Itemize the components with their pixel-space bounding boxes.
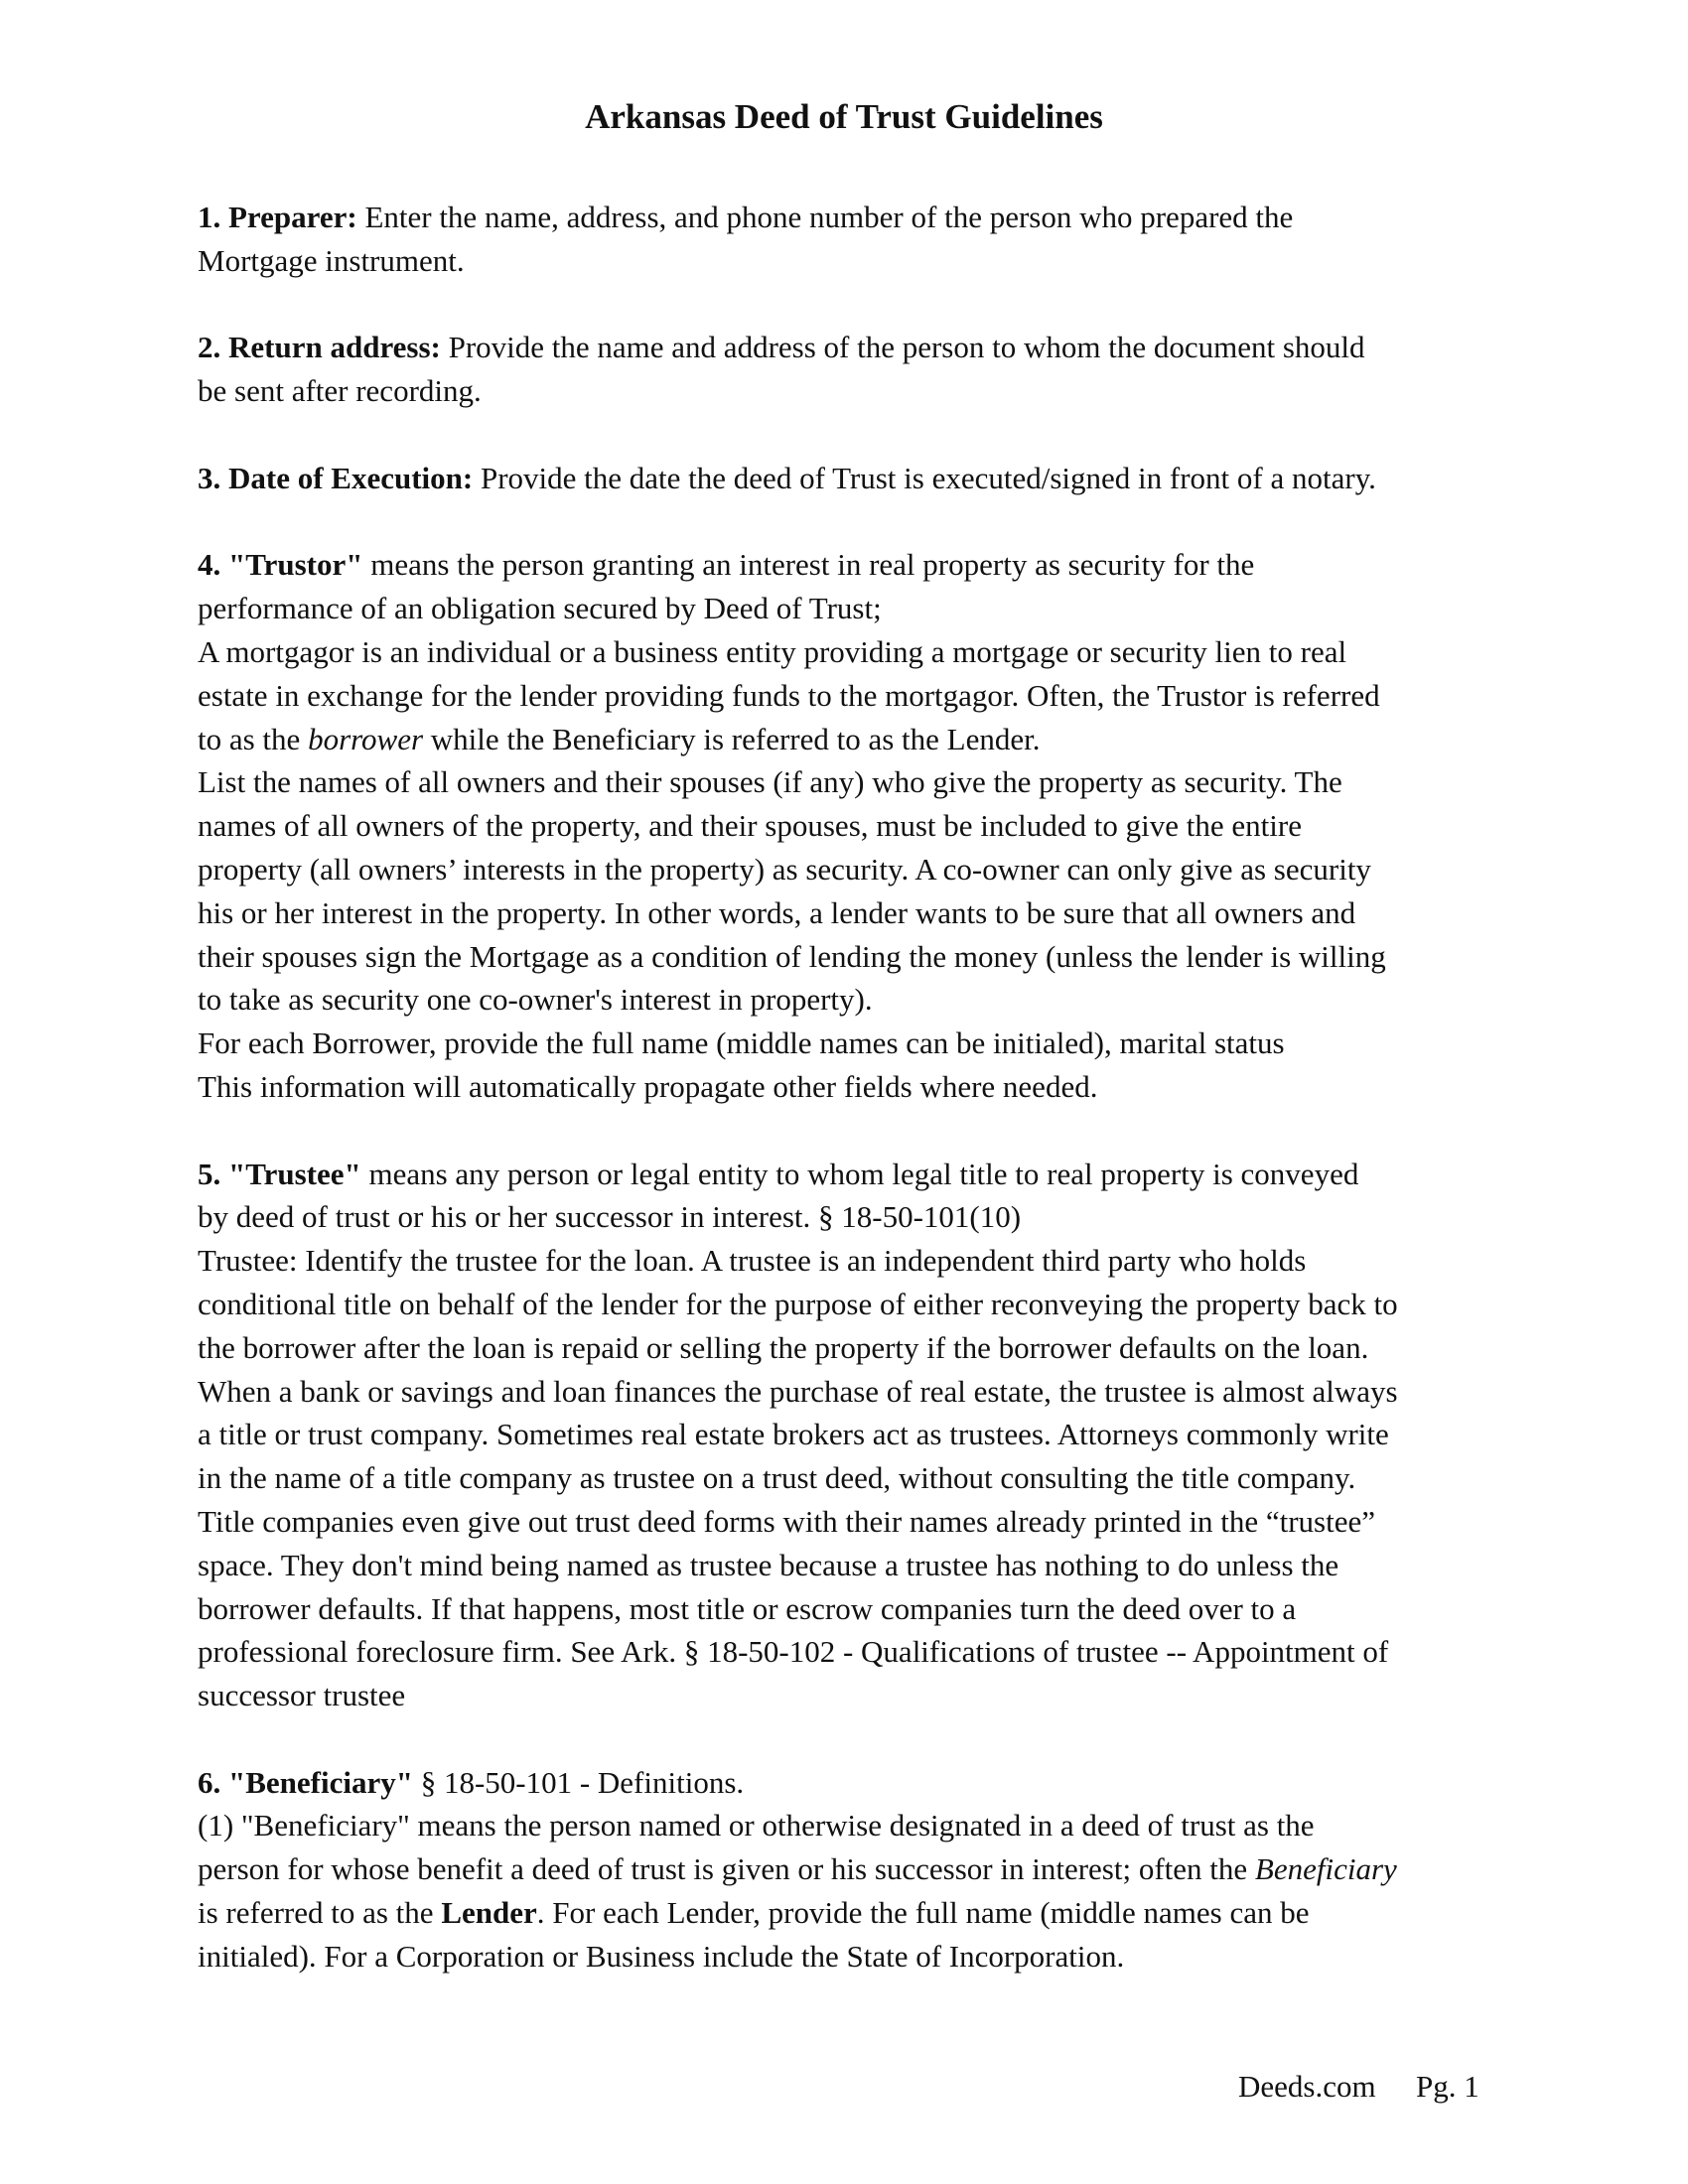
text-run: Mortgage instrument.	[198, 242, 465, 278]
text-line	[198, 1326, 1518, 1370]
text-run: a title or trust company. Sometimes real estate brokers act as trustees. Attorneys commonly write	[198, 1417, 1389, 1452]
text-line	[198, 630, 1518, 674]
text-run: the borrower after the loan is repaid or selling the property if the borrower defaults on the loan.	[198, 1329, 1369, 1365]
text-line	[198, 1761, 1518, 1805]
text-line	[198, 1022, 1518, 1065]
footer-site-name: Deeds.com	[1238, 2069, 1376, 2104]
text-run: means any person or legal entity to whom legal title to real property is conveyed	[360, 1156, 1359, 1191]
text-run: For each Borrower, provide the full name (middle names can be initialed), marital status	[198, 1025, 1285, 1061]
text-line	[198, 457, 1518, 500]
text-run: by deed of trust or his or her successor in interest. § 18-50-101(10)	[198, 1199, 1022, 1235]
text-line	[198, 543, 1518, 587]
text-line	[198, 239, 1518, 283]
text-run: professional foreclosure firm. See Ark. § 18-50-102 - Qualifications of trustee -- Appointment of	[198, 1634, 1389, 1670]
bold-text: 5. "Trustee"	[198, 1156, 361, 1191]
text-line	[198, 326, 1518, 369]
text-line	[198, 1456, 1518, 1500]
guideline-section-3	[198, 457, 1518, 500]
text-line	[198, 196, 1518, 239]
text-line	[198, 1153, 1518, 1196]
text-line	[198, 760, 1518, 804]
text-run: When a bank or savings and loan finances the purchase of real estate, the trustee is almost always	[198, 1373, 1398, 1409]
text-run: space. They don't mind being named as trustee because a trustee has nothing to do unless the	[198, 1547, 1339, 1582]
document-title: Arkansas Deed of Trust Guidelines	[585, 97, 1103, 136]
text-line	[198, 1195, 1518, 1239]
text-run: be sent after recording.	[198, 373, 482, 409]
guideline-section-6	[198, 1761, 1518, 1979]
text-line	[198, 804, 1518, 848]
guideline-section-2	[198, 326, 1518, 413]
text-run: . For each Lender, provide the full name (middle names can be	[536, 1895, 1310, 1931]
text-run: borrower defaults. If that happens, most title or escrow companies turn the deed over to a	[198, 1590, 1297, 1626]
text-run: while the Beneficiary is referred to as the Lender.	[423, 721, 1041, 756]
text-run: successor trustee	[198, 1678, 406, 1713]
text-line	[198, 369, 1518, 413]
text-run: This information will automatically propagate other fields where needed.	[198, 1068, 1098, 1104]
text-run: person for whose benefit a deed of trust is given or his successor in interest; often the	[198, 1851, 1255, 1887]
text-run: initialed). For a Corporation or Business include the State of Incorporation.	[198, 1938, 1125, 1974]
text-run: means the person granting an interest in real property as security for the	[362, 547, 1255, 583]
text-line	[198, 1370, 1518, 1414]
text-line	[198, 848, 1518, 891]
text-line	[198, 1239, 1518, 1283]
text-run: property (all owners’ interests in the property) as security. A co-owner can only give as security	[198, 851, 1371, 887]
text-run: is referred to as the	[198, 1895, 442, 1931]
text-run: to as the	[198, 721, 309, 756]
footer-page-number: Pg. 1	[1416, 2069, 1479, 2104]
text-run: in the name of a title company as trustee on a trust deed, without consulting the title company.	[198, 1460, 1356, 1496]
text-line	[198, 935, 1518, 979]
text-line	[198, 1587, 1518, 1631]
text-run: to take as security one co-owner's interest in property).	[198, 982, 873, 1018]
bold-text: 1. Preparer:	[198, 200, 357, 234]
text-run: Enter the name, address, and phone number of the person who prepared the	[356, 200, 1294, 234]
text-line	[198, 1413, 1518, 1456]
text-run: their spouses sign the Mortgage as a condition of lending the money (unless the lender is willing	[198, 938, 1386, 974]
text-line	[198, 1804, 1518, 1847]
text-line	[198, 1674, 1518, 1717]
text-line	[198, 1935, 1518, 1979]
text-run: Title companies even give out trust deed forms with their names already printed in the “trustee”	[198, 1503, 1375, 1539]
bold-text: 6. "Beneficiary"	[198, 1764, 413, 1800]
text-line	[198, 718, 1518, 761]
text-line	[198, 1500, 1518, 1544]
document-body	[198, 196, 1518, 2021]
text-run: names of all owners of the property, and their spouses, must be included to give the entire	[198, 808, 1302, 844]
text-run: List the names of all owners and their spouses (if any) who give the property as security. The	[198, 764, 1342, 800]
text-run: Trustee: Identify the trustee for the loan. A trustee is an independent third party who holds	[198, 1243, 1307, 1279]
text-run: (1) "Beneficiary" means the person named or otherwise designated in a deed of trust as the	[198, 1808, 1315, 1843]
text-line	[198, 674, 1518, 718]
text-run: Provide the date the deed of Trust is executed/signed in front of a notary.	[473, 460, 1376, 495]
text-line	[198, 1065, 1518, 1109]
text-run: conditional title on behalf of the lender for the purpose of either reconveying the property back to	[198, 1286, 1398, 1321]
text-line	[198, 1544, 1518, 1587]
text-line	[198, 891, 1518, 935]
text-run: his or her interest in the property. In other words, a lender wants to be sure that all owners and	[198, 894, 1356, 930]
text-line	[198, 1891, 1518, 1935]
text-run: § 18-50-101 - Definitions.	[412, 1764, 745, 1800]
text-line	[198, 978, 1518, 1022]
guideline-section-4	[198, 543, 1518, 1108]
bold-text: 4. "Trustor"	[198, 547, 363, 583]
text-line	[198, 1630, 1518, 1674]
guideline-section-5	[198, 1153, 1518, 1717]
italic-text: Beneficiary	[1254, 1851, 1397, 1887]
bold-text: 3. Date of Execution:	[198, 460, 474, 495]
text-line	[198, 1847, 1518, 1891]
bold-text: Lender	[441, 1895, 537, 1931]
italic-text: borrower	[308, 721, 424, 756]
text-line	[198, 587, 1518, 630]
text-run: A mortgagor is an individual or a business entity providing a mortgage or security lien to real	[198, 633, 1347, 669]
bold-text: 2. Return address:	[198, 330, 441, 365]
text-line	[198, 1283, 1518, 1326]
guideline-section-1	[198, 196, 1518, 283]
text-run: estate in exchange for the lender providing funds to the mortgagor. Often, the Trustor is referred	[198, 677, 1380, 713]
text-run: Provide the name and address of the person to whom the document should	[440, 330, 1365, 365]
text-run: performance of an obligation secured by Deed of Trust;	[198, 591, 882, 626]
